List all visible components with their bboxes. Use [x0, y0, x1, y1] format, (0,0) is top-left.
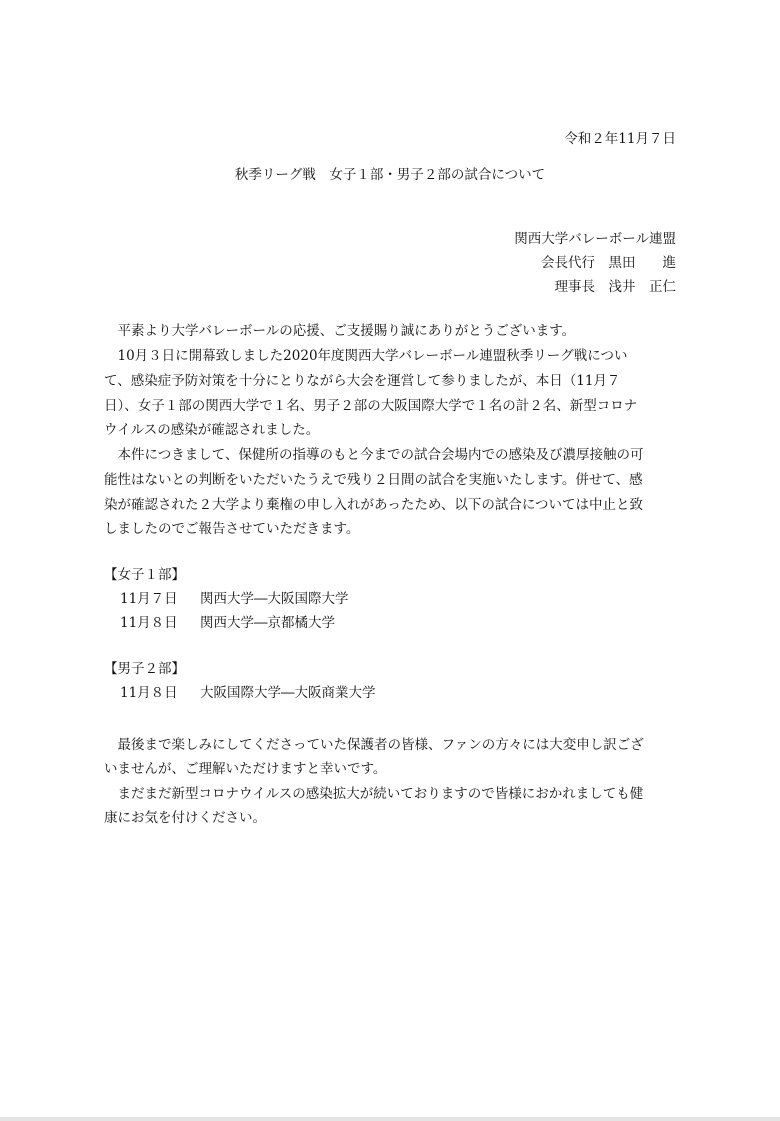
match-date: 11月８日	[120, 615, 178, 631]
match-teams: 大阪国際大学―大阪商業大学	[200, 685, 376, 701]
sender-organization: 関西大学バレーボール連盟	[514, 231, 676, 247]
body-line-2: 10月３日に開幕致しました2020年度関西大学バレーボール連盟秋季リーグ戦につい	[117, 348, 628, 364]
body-line-8: 染が確認された２大学より棄権の申し入れがあったため、以下の試合については中止と致	[104, 497, 644, 513]
body-line-7: 能性はないとの判断をいただいたうえで残り２日間の試合を実施いたします。併せて、感	[104, 472, 643, 488]
closing-line-1: 最後まで楽しみにしてくださっていた保護者の皆様、ファンの方々には大変申し訳ござ	[117, 737, 644, 753]
match-row	[120, 684, 376, 702]
closing-line-2: いませんが、ご理解いただけますと幸いです。	[104, 761, 387, 777]
match-date: 11月８日	[120, 685, 178, 701]
match-row	[120, 590, 349, 608]
body-line-6: 本件につきまして、保健所の指導のもと今までの試合会場内での感染及び濃厚接触の可	[117, 447, 644, 463]
sender-acting-president: 会長代行 黒田 進	[541, 255, 676, 271]
body-line-9: しましたのでご報告させていただきます。	[104, 521, 360, 537]
page-edge-divider	[0, 1117, 780, 1121]
body-line-1: 平素より大学バレーボールの応援、ご支援賜り誠にありがとうございます。	[117, 323, 576, 339]
match-date: 11月７日	[120, 591, 178, 607]
document-date: 令和２年11月７日	[564, 131, 676, 147]
body-line-4: 日）、女子１部の関西大学で１名、男子２部の大阪国際大学で１名の計２名、新型コロナ	[104, 398, 638, 414]
match-teams: 関西大学―大阪国際大学	[200, 591, 349, 607]
sender-director: 理事長 浅井 正仁	[554, 279, 676, 295]
body-line-5: ウイルスの感染が確認されました。	[104, 422, 320, 438]
closing-line-4: 康にお気を付けください。	[104, 810, 266, 826]
men-division-heading: 【男子２部】	[104, 661, 185, 677]
closing-line-3: まだまだ新型コロナウイルスの感染拡大が続いておりますので皆様におかれましても健	[117, 786, 644, 802]
body-line-3: て、感染症予防対策を十分にとりながら大会を運営して参りましたが、本日（11月７	[104, 373, 621, 389]
document-title: 秋季リーグ戦 女子１部・男子２部の試合について	[234, 167, 546, 183]
women-division-heading: 【女子１部】	[104, 567, 185, 583]
match-row	[120, 614, 335, 632]
match-teams: 関西大学―京都橘大学	[200, 615, 335, 631]
